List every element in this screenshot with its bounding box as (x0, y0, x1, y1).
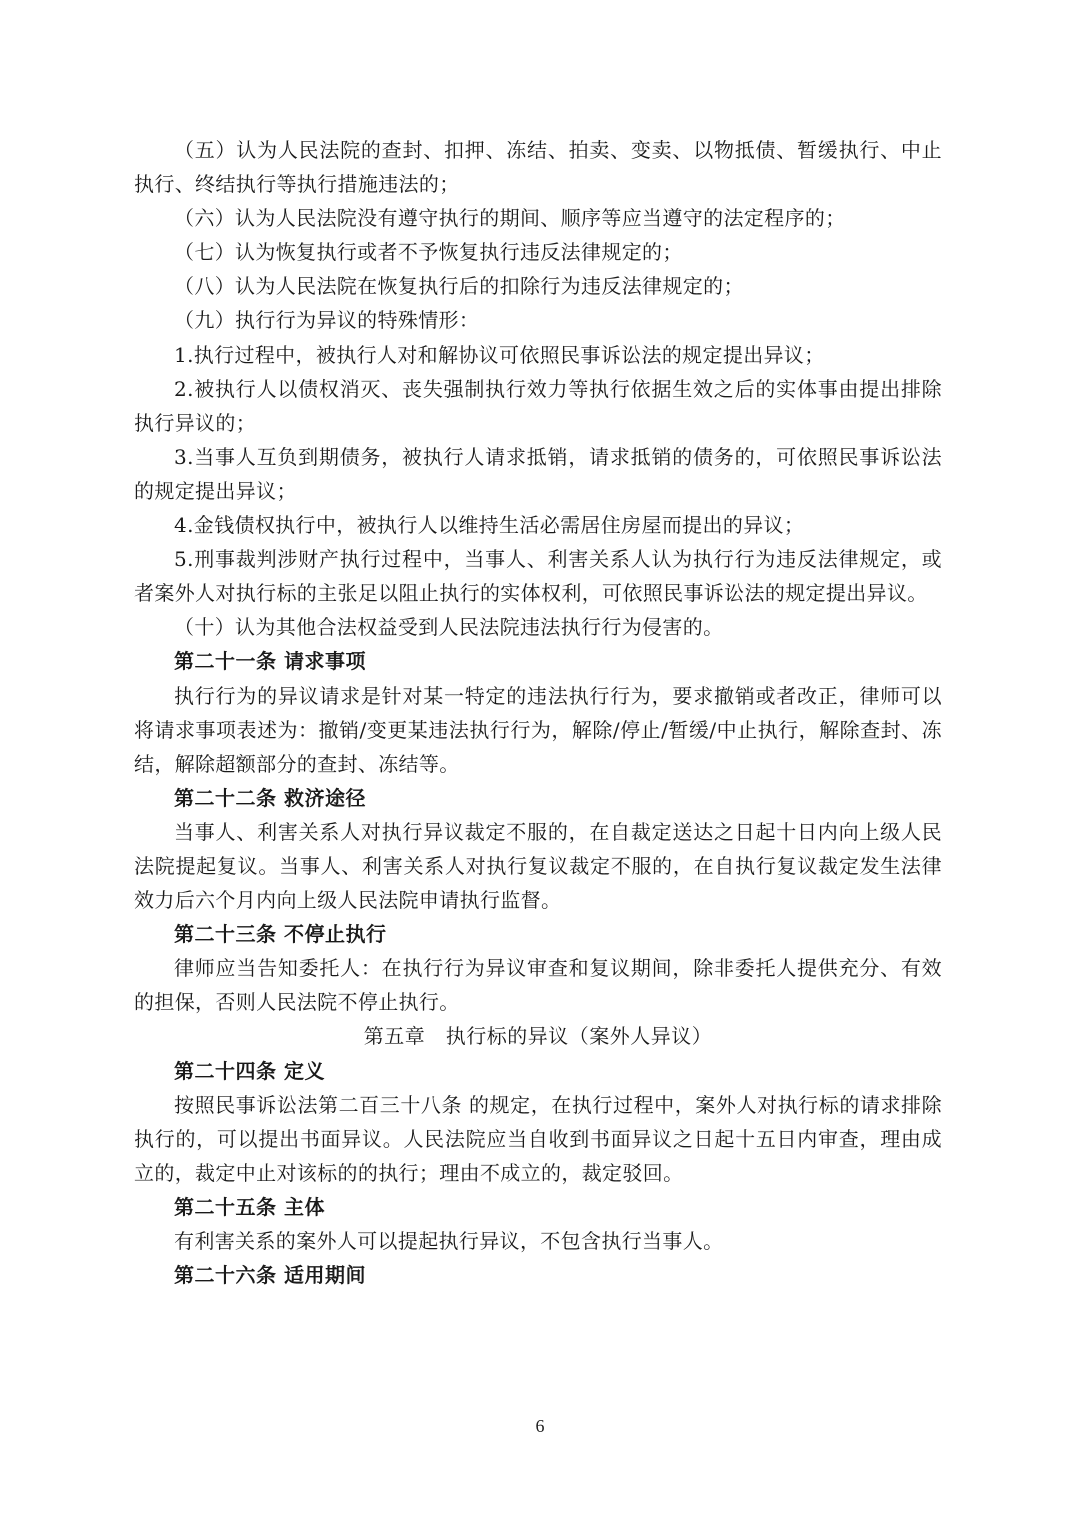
paragraph-item-5: （五）认为人民法院的查封、扣押、冻结、拍卖、变卖、以物抵债、暂缓执行、中止执行、终结执行等执行措施违法的； (134, 138, 942, 197)
chapter-5-title (134, 1019, 942, 1053)
article-24-heading: 第二十四条 定义 (174, 1058, 325, 1083)
paragraph-item-6: （六）认为人民法院没有遵守执行的期间、顺序等应当遵守的法定程序的； (174, 206, 846, 231)
paragraph-item-8: （八）认为人民法院在恢复执行后的扣除行为违反法律规定的； (174, 274, 744, 299)
article-25-body: 有利害关系的案外人可以提起执行异议，不包含执行当事人。 (174, 1229, 724, 1253)
paragraph-item-9: （九）执行行为异议的特殊情形： (174, 308, 480, 333)
article-24-body: 按照民事诉讼法第二百三十八条 的规定，在执行过程中，案外人对执行标的请求排除执行的，可以提出书面异议。人民法院应当自收到书面异议之日起十五日内审查，理由成立的，裁定中止对该标的的执行；理由不成立的，裁定驳回。 (134, 1092, 942, 1185)
article-22-body: 当事人、利害关系人对执行异议裁定不服的，在自裁定送达之日起十日内向上级人民法院提起复议。当事人、利害关系人对执行复议裁定不服的，在自执行复议裁定发生法律效力后六个月内向上级人民法院申请执行监督。 (134, 819, 942, 913)
paragraph-subitem-5: 5.刑事裁判涉财产执行过程中，当事人、利害关系人认为执行行为违反法律规定，或者案外人对执行标的主张足以阻止执行的实体权利，可依照民事诉讼法的规定提出异议。 (134, 547, 942, 606)
article-21-heading: 第二十一条 请求事项 (174, 649, 366, 674)
article-23-heading: 第二十三条 不停止执行 (174, 922, 387, 947)
article-25-heading: 第二十五条 主体 (174, 1194, 325, 1219)
page-number: 6 (535, 1416, 545, 1436)
article-22-heading: 第二十二条 救济途径 (174, 785, 366, 810)
paragraph-subitem-4: 4.金钱债权执行中，被执行人以维持生活必需居住房屋而提出的异议； (174, 513, 805, 538)
paragraph-subitem-3: 3.当事人互负到期债务，被执行人请求抵销，请求抵销的债务的，可依照民事诉讼法的规定提出异议； (134, 444, 942, 503)
document-body (134, 133, 942, 1292)
chapter-5-title-text: 第五章 执行标的异议（案外人异议） (363, 1024, 713, 1049)
article-26-heading: 第二十六条 适用期间 (174, 1263, 366, 1288)
paragraph-subitem-1: 1.执行过程中，被执行人对和解协议可依照民事诉讼法的规定提出异议； (174, 342, 825, 367)
paragraph-item-7: （七）认为恢复执行或者不予恢复执行违反法律规定的； (174, 240, 683, 265)
paragraph-item-10: （十）认为其他合法权益受到人民法院违法执行行为侵害的。 (174, 615, 724, 640)
article-21-body: 执行行为的异议请求是针对某一特定的违法执行行为，要求撤销或者改正，律师可以将请求事项表述为：撤销/变更某违法执行行为，解除/停止/暂缓/中止执行，解除查封、冻结，解除超额部分的查封、冻结等。 (134, 683, 942, 776)
article-23-body: 律师应当告知委托人：在执行行为异议审查和复议期间，除非委托人提供充分、有效的担保，否则人民法院不停止执行。 (134, 956, 942, 1015)
paragraph-subitem-2: 2.被执行人以债权消灭、丧失强制执行效力等执行依据生效之后的实体事由提出排除执行异议的； (134, 376, 942, 435)
